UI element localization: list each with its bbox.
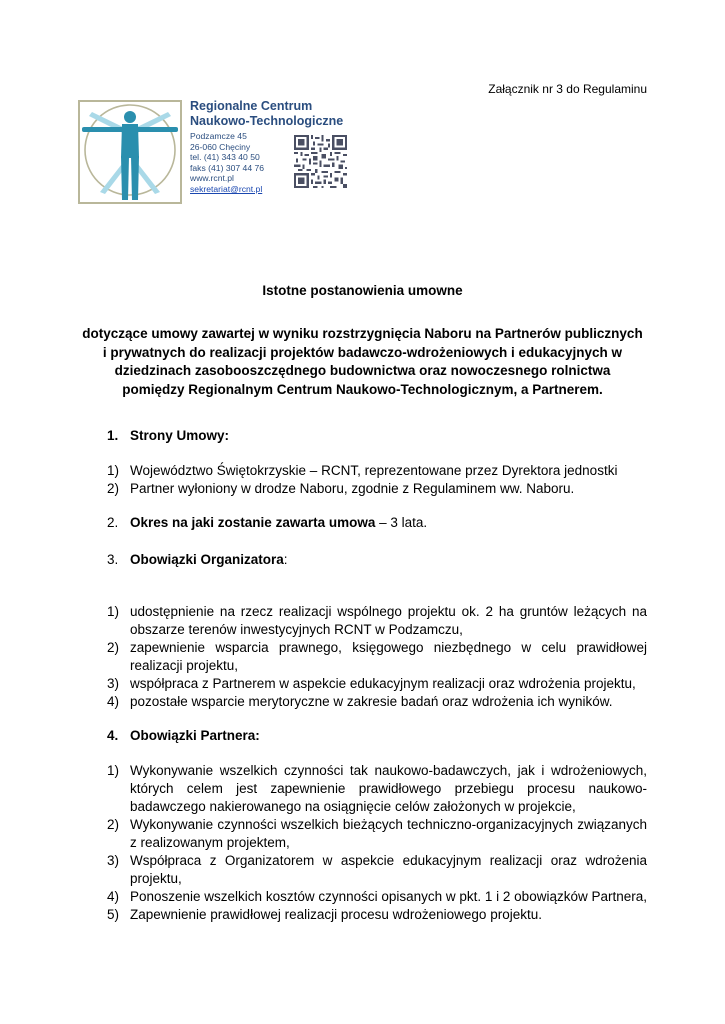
org-name (190, 99, 343, 129)
section-label: Obowiązki Organizatora (130, 552, 284, 567)
document-title: Istotne postanowienia umowne (262, 283, 463, 298)
section-number: 1. (107, 428, 119, 443)
section-label: Obowiązki Partnera: (130, 728, 260, 743)
org-name-line1: Regionalne Centrum (190, 99, 313, 113)
parties-list (107, 462, 647, 498)
list-item: 5) Zapewnienie prawidłowej realizacji procesu wdrożeniowego projektu. (107, 907, 542, 922)
address-phone: tel. (41) 343 40 50 (190, 152, 260, 163)
address-street: Podzamcze 45 (190, 131, 247, 141)
list-item: 2) zapewnienie wsparcia prawnego, księgowego niezbędnego w celu prawidłowej realizacji projektu, (107, 640, 647, 673)
email-link[interactable]: sekretariat@rcnt.pl (190, 183, 263, 194)
vitruvian-logo (78, 100, 182, 204)
list-item: 1) Województwo Świętokrzyskie – RCNT, reprezentowane przez Dyrektora jednostki (107, 463, 618, 478)
organizer-duties-list (107, 603, 647, 711)
list-item: 2) Wykonywanie czynności wszelkich bieżących techniczno-organizacyjnych związanych z realizowanym projektem, (107, 817, 647, 850)
annex-label: Załącznik nr 3 do Regulaminu (488, 82, 647, 96)
org-address (190, 131, 264, 195)
org-name-line2: Naukowo-Technologiczne (190, 114, 344, 128)
list-item: 1) Wykonywanie wszelkich czynności tak naukowo-badawczych, jak i wdrożeniowych, których celem jest zapewnienie prawidłowego przebiegu procesu naukowo-badawczego nakierowanego na osiągnięcie celów założonych w projekcie, (107, 763, 647, 814)
address-fax: faks (41) 307 44 76 (190, 162, 265, 173)
qr-code-icon (293, 135, 348, 188)
section-value: – 3 lata. (375, 515, 428, 530)
list-item: 4) Ponoszenie wszelkich kosztów czynności opisanych w pkt. 1 i 2 obowiązków Partnera, (107, 889, 647, 904)
list-item: 2) Partner wyłoniony w drodze Naboru, zgodnie z Regulaminem ww. Naboru. (107, 481, 575, 496)
section-label: Okres na jaki zostanie zawarta umowa (130, 515, 376, 530)
subtitle-line: dziedzinach zasobooszczędnego budownictwa oraz nowoczesnego rolnictwa (114, 363, 611, 378)
list-item: 3) współpraca z Partnerem w aspekcie edukacyjnym realizacji oraz wdrożenia projektu, (107, 676, 636, 691)
subtitle-line: i prywatnych do realizacji projektów badawczo-wdrożeniowych i edukacyjnych w (102, 344, 623, 360)
section-number: 3. (107, 552, 119, 567)
list-item: 3) Współpraca z Organizatorem w aspekcie edukacyjnym realizacji oraz wdrożenia projektu, (107, 853, 647, 886)
address-website[interactable]: www.rcnt.pl (190, 173, 234, 184)
section-3-heading: 3. Obowiązki Organizatora: (107, 552, 288, 567)
section-label: Strony Umowy: (130, 428, 230, 443)
address-city: 26-060 Chęciny (190, 141, 251, 152)
list-item: 4) pozostałe wsparcie merytoryczne w zakresie badań oraz wdrożenia ich wyników. (107, 694, 613, 709)
partner-duties-list (107, 762, 647, 924)
document-subtitle (78, 325, 647, 399)
section-number: 2. (107, 515, 119, 530)
section-1-heading (107, 428, 229, 443)
subtitle-line: pomiędzy Regionalnym Centrum Naukowo-Technologicznym, a Partnerem. (122, 381, 603, 397)
list-item: 1) udostępnienie na rzecz realizacji wspólnego projektu ok. 2 ha gruntów leżących na obszarze terenów inwestycyjnych RCNT w Podzamczu, (107, 604, 647, 637)
section-number: 4. (107, 728, 119, 743)
subtitle-line: dotyczące umowy zawartej w wyniku rozstrzygnięcia Naboru na Partnerów publicznych (82, 326, 643, 341)
section-2-heading (107, 515, 427, 530)
section-4-heading (107, 728, 260, 743)
